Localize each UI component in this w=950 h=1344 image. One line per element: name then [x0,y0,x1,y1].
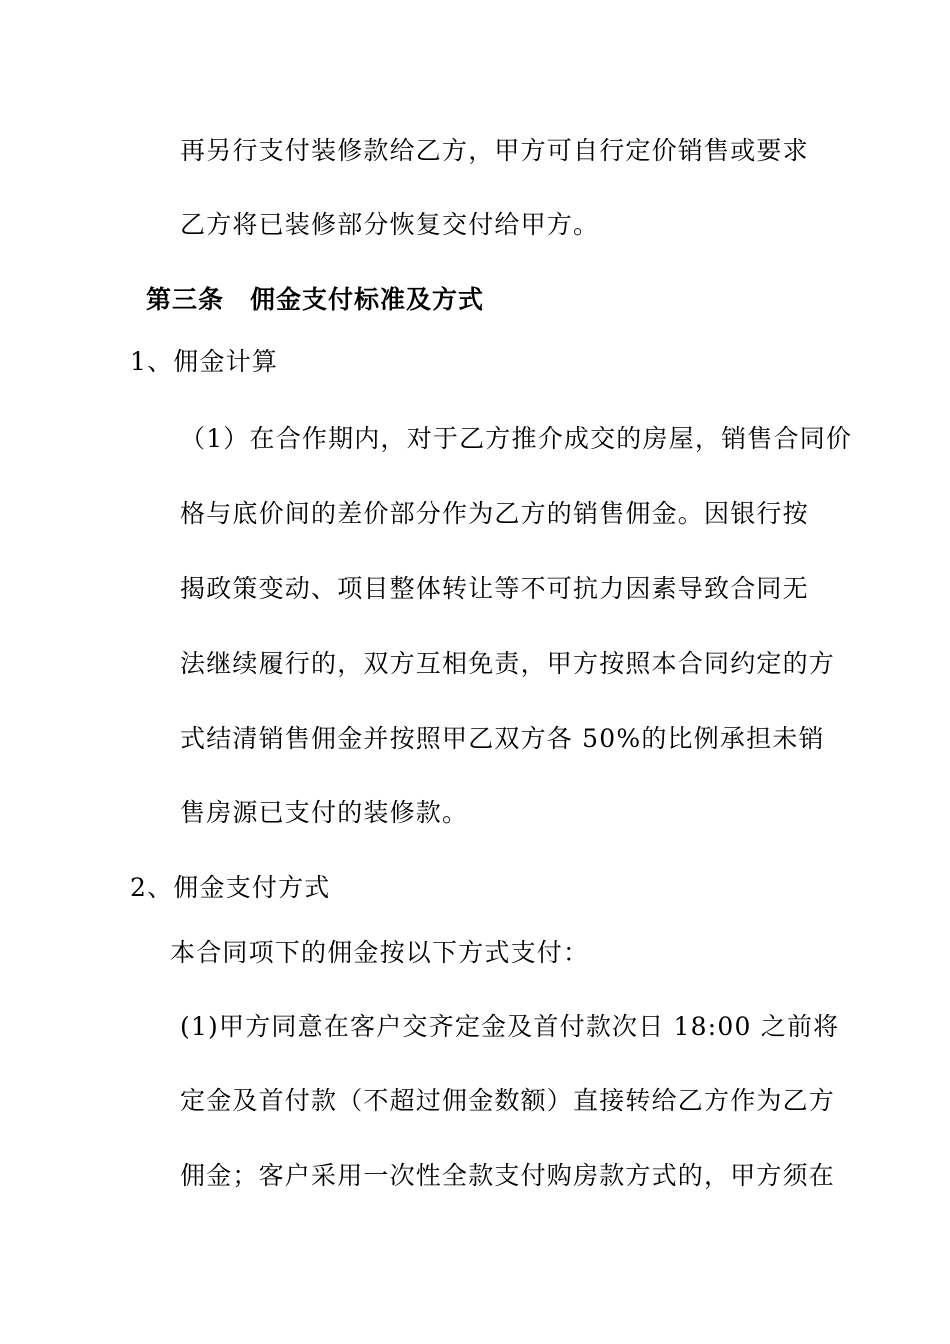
paragraph-line: 佣金；客户采用一次性全款支付购房款方式的，甲方须在 [180,1161,836,1190]
paragraph-line: 揭政策变动、项目整体转让等不可抗力因素导致合同无 [180,574,809,603]
section-title: 2、佣金支付方式 [130,873,331,902]
paragraph-line: 本合同项下的佣金按以下方式支付： [170,938,590,967]
paragraph-line: （1）在合作期内，对于乙方推介成交的房屋，销售合同价 [180,424,853,453]
paragraph-line: 法继续履行的，双方互相免责，甲方按照本合同约定的方 [180,649,836,678]
paragraph-line: 乙方将已装修部分恢复交付给甲方。 [180,210,600,239]
section-title: 1、佣金计算 [130,347,279,376]
paragraph-line: 定金及首付款（不超过佣金数额）直接转给乙方作为乙方 [180,1086,836,1115]
paragraph-line: (1)甲方同意在客户交齐定金及首付款次日 18:00 之前将 [180,1012,840,1041]
paragraph-line: 再另行支付装修款给乙方，甲方可自行定价销售或要求 [180,136,809,165]
paragraph-line: 格与底价间的差价部分作为乙方的销售佣金。因银行按 [180,499,809,528]
paragraph-line: 售房源已支付的装修款。 [180,798,469,827]
article-heading: 第三条 佣金支付标准及方式 [146,285,485,314]
paragraph-line: 式结清销售佣金并按照甲乙双方各 50%的比例承担未销 [180,724,825,753]
